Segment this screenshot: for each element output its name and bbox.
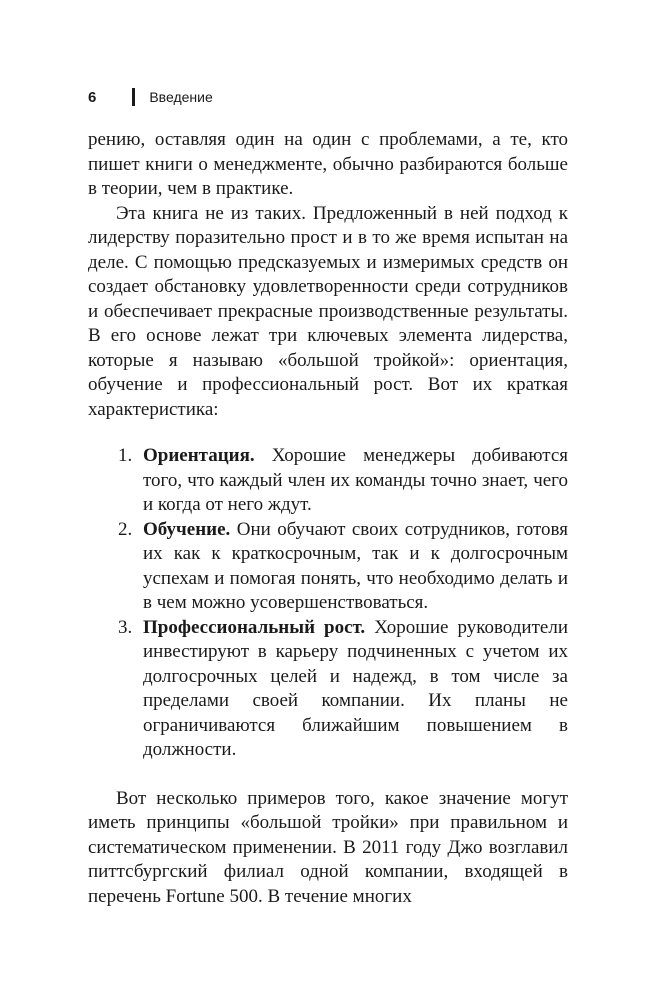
page-body — [88, 128, 568, 909]
page-header — [88, 88, 213, 106]
list-item-number: 3. — [118, 616, 133, 638]
paragraph-continuation: рению, оставляя один на один с проблемами, а те, кто пишет книги о менеджменте, обычно разбираются больше в теории, чем в практике. — [88, 129, 568, 199]
list-item-text: Хорошие руководители инвестируют в карьеру подчиненных с учетом их долгосрочных целей и надежд, в том числе за пределами своей компании. Их планы не ограничиваются ближайшим повышением в должности. — [143, 616, 568, 760]
list-item-term: Ориентация. — [143, 445, 255, 466]
big-three-list — [88, 444, 568, 763]
list-item-number: 1. — [118, 445, 133, 466]
list-item-text: Хорошие менеджеры добиваются того, что каждый член их команды точно знает, чего и когда от него ждут. — [143, 445, 568, 515]
header-divider — [132, 88, 135, 106]
paragraph-examples: Вот несколько примеров того, какое значение могут иметь принципы «большой тройки» при правильном и систематическом применении. В 2011 году Джо возглавил питтсбургский филиал одной компании, входящей в перечень Fortune 500. В течение многих — [88, 787, 568, 907]
list-item — [88, 444, 568, 518]
list-item-number: 2. — [118, 518, 133, 540]
list-item-term: Обучение. — [143, 518, 231, 540]
page-number: 6 — [88, 88, 97, 106]
list-item — [88, 616, 568, 763]
list-item — [88, 518, 568, 616]
paragraph-intro: Эта книга не из таких. Предложенный в ней подход к лидерству поразительно прост и в то же время испытан на деле. С помощью предсказуемых и измеримых средств он создает обстановку удовлетворенности среди сотрудников и обеспечивает прекрасные производственные результаты. В его основе лежат три ключевых элемента лидерства, которые я называю «большой тройкой»: ориентация, обучение и профессиональный рост. Вот их краткая характеристика: — [88, 202, 568, 420]
list-item-text: Они обучают своих сотрудников, готовя их как к краткосрочным, так и к долгосрочным успехам и помогая понять, что необходимо делать и в чем можно усовершенствоваться. — [143, 518, 568, 613]
list-item-term: Профессиональный рост. — [143, 616, 366, 638]
running-head: Введение — [149, 89, 213, 105]
